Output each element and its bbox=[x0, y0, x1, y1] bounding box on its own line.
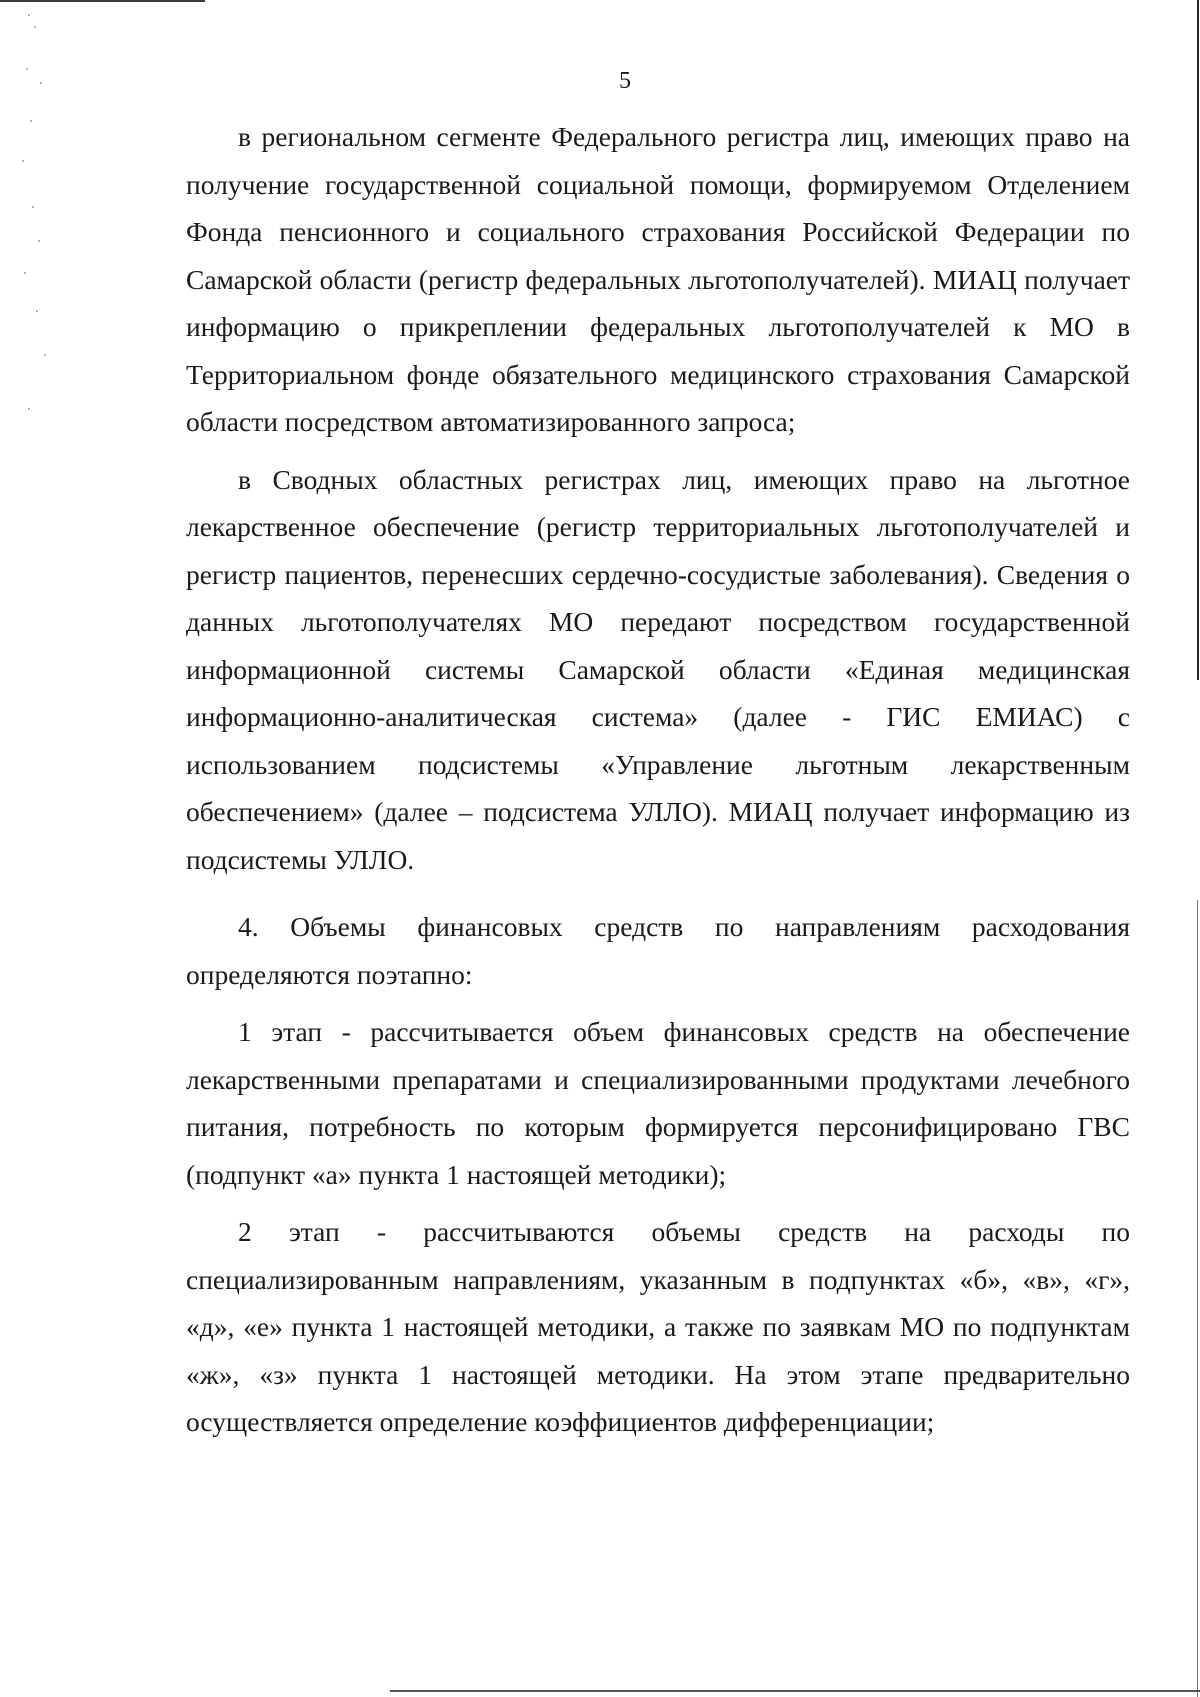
paragraph-financing-volumes: 4. Объемы финансовых средств по направлениям расходования определяются поэтапно: bbox=[186, 911, 1130, 990]
paragraph-regional-register: в региональном сегменте Федерального регистра лиц, имеющих право на получение государственной социальной помощи, формируемом Отделением Фонда пенсионного и социального страхования Российской Федерации по Самарской области (регистр федеральных льготополучателей). МИАЦ получает информацию о прикреплении федеральных льготополучателей к МО в Территориальном фонде обязательного медицинского страхования Самарской области посредством автоматизированного запроса; bbox=[186, 121, 1130, 437]
scan-edge-bottom bbox=[390, 1690, 1200, 1692]
paragraph-consolidated-registers: в Сводных областных регистрах лиц, имеющих право на льготное лекарственное обеспечение (регистр территориальных льготополучателей и регистр пациентов, перенесших сердечно-сосудистые заболевания). Сведения о данных льготополучателях МО передают посредством государственной информационной системы Самарской области «Единая медицинская информационно-аналитическая система» (далее - ГИС ЕМИАС) с использованием подсистемы «Управление льготным лекарственным обеспечением» (далее – подсистема УЛЛО). МИАЦ получает информацию из подсистемы УЛЛО. bbox=[186, 463, 1130, 875]
scan-edge-right bbox=[1197, 0, 1199, 680]
paragraph-stage-2: 2 этап - рассчитываются объемы средств на расходы по специализированным направлениям, указанным в подпунктах «б», «в», «г», «д», «е» пункта 1 настоящей методики, а также по заявкам МО по подпунктам «ж», «з» пункта 1 настоящей методики. На этом этапе предварительно осуществляется определение коэффициентов дифференциации; bbox=[186, 1216, 1130, 1437]
paragraph-stage-1: 1 этап - рассчитывается объем финансовых средств на обеспечение лекарственными препаратами и специализированными продуктами лечебного питания, потребность по которым формируется персонифицировано ГВС (подпункт «а» пункта 1 настоящей методики); bbox=[186, 1016, 1130, 1190]
page-number: 5 bbox=[619, 68, 631, 94]
scan-edge-top bbox=[0, 0, 205, 2]
document-body bbox=[186, 113, 1130, 1446]
scan-edge-right-lower bbox=[1197, 900, 1198, 1697]
